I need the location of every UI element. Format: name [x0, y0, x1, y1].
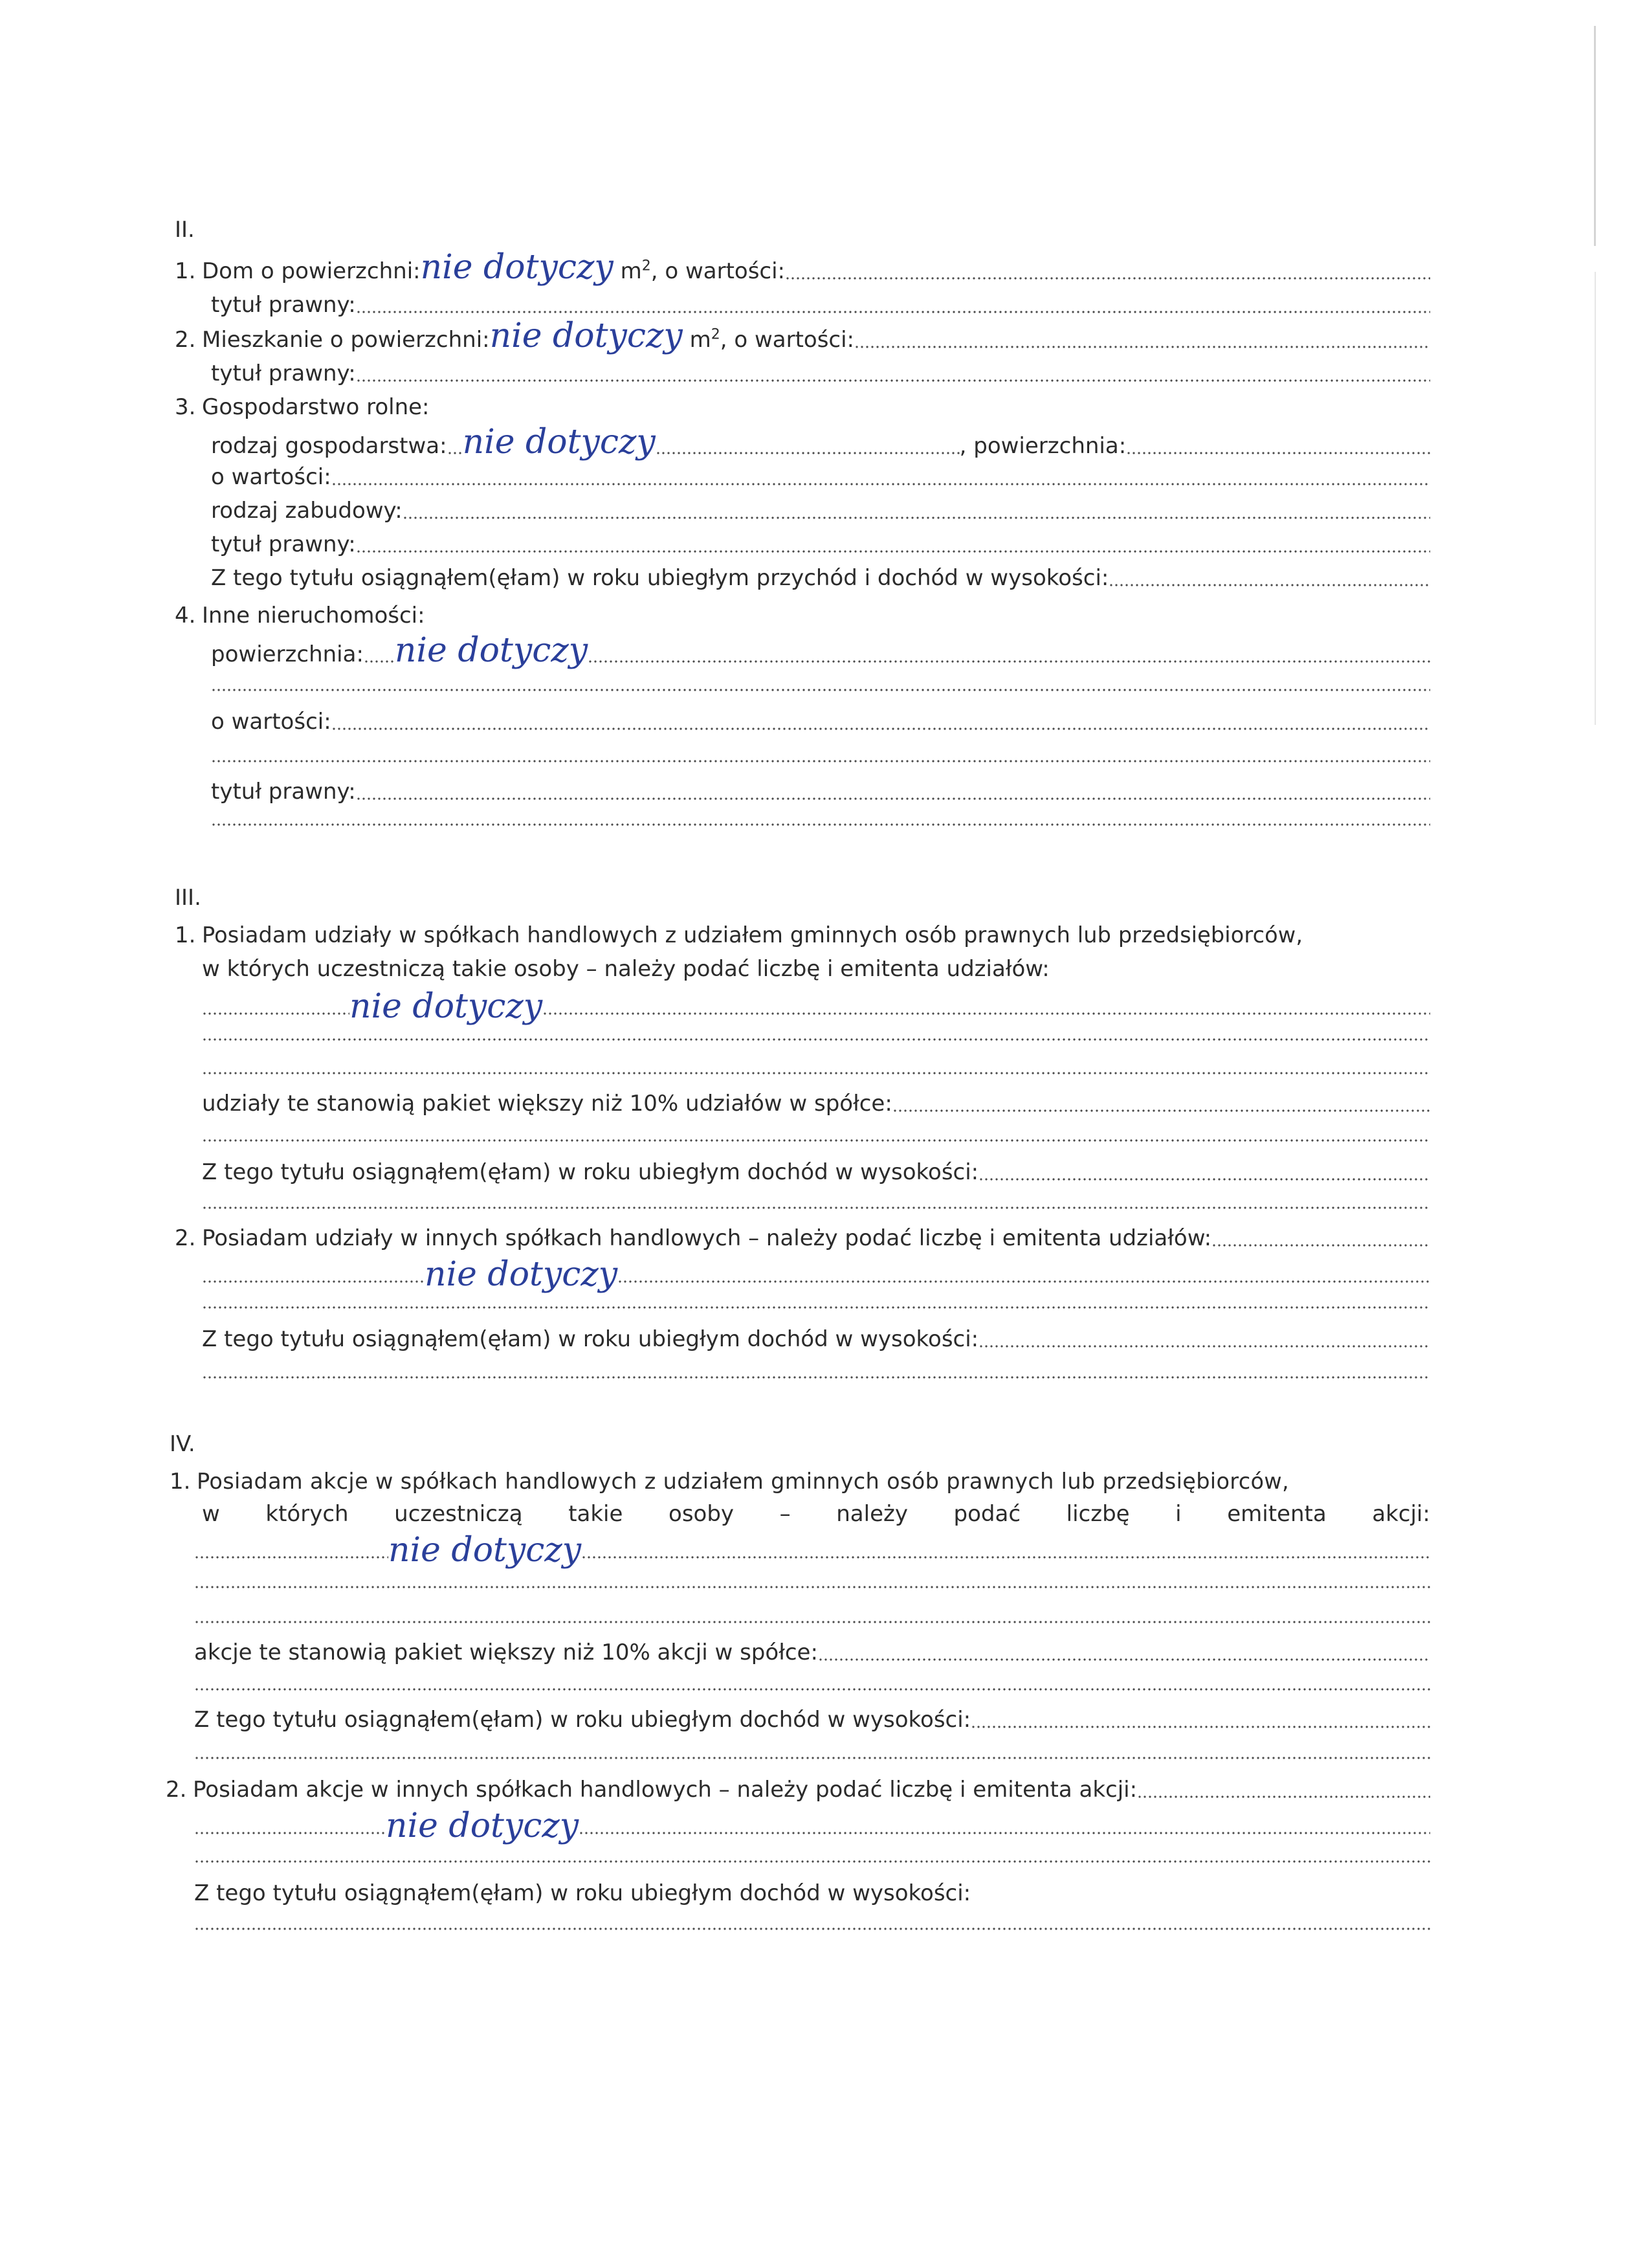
fill-line: [211, 687, 1430, 693]
item-shares-income: [202, 1156, 1430, 1188]
label-value: , o wartości:: [650, 258, 786, 284]
fill-line: [656, 450, 960, 456]
item-stocks-other: [166, 1773, 1430, 1806]
label-unit: [614, 255, 651, 287]
label-value: , o wartości:: [720, 327, 855, 353]
label-legal-title: tytuł prawny:: [211, 779, 356, 805]
section-heading-iv: IV.: [170, 1431, 195, 1457]
item-number: 4.: [175, 603, 196, 628]
item-number: 1.: [175, 922, 196, 948]
item-shares-other-income: [202, 1323, 1430, 1355]
fill-line: [785, 276, 1430, 281]
item-number: 2.: [175, 1225, 196, 1251]
handwritten-answer: nie dotyczy: [489, 317, 683, 355]
scan-edge-shadow: [1594, 26, 1596, 246]
fill-line: [617, 1279, 1430, 1284]
word: liczbę: [1066, 1501, 1130, 1527]
label-income: Z tego tytułu osiągnąłem(ęłam) w roku ubiegłym przychód i dochód w wysokości:: [211, 565, 1109, 591]
item-shares-other: [175, 1222, 1430, 1254]
fill-line: [202, 1138, 1430, 1143]
label-value: o wartości:: [211, 464, 331, 490]
fill-line: [211, 759, 1430, 764]
label-farm: Gospodarstwo rolne:: [202, 394, 430, 420]
label-stocks-other: Posiadam akcje w innych spółkach handlowych – należy podać liczbę i emitenta akcji:: [193, 1777, 1138, 1803]
handwritten-answer: nie dotyczy: [394, 631, 588, 670]
item-stocks-municipal: [170, 1465, 1430, 1498]
label-area: powierzchnia:: [211, 641, 364, 667]
label-other-property: Inne nieruchomości:: [202, 603, 425, 628]
label-value: o wartości:: [211, 709, 331, 735]
item-number: 2.: [175, 327, 196, 353]
fill-line: [331, 726, 1430, 731]
label-buildings: rodzaj zabudowy:: [211, 498, 403, 524]
fill-line: [579, 1830, 1430, 1836]
label-income: Z tego tytułu osiągnąłem(ęłam) w roku ubiegłym dochód w wysokości:: [202, 1326, 979, 1352]
fill-line: [818, 1657, 1430, 1662]
fill-line: [356, 309, 1430, 315]
fill-line: [447, 450, 463, 456]
fill-line: [364, 659, 395, 664]
fill-line: [1137, 1794, 1430, 1799]
label-legal-title: tytuł prawny:: [211, 531, 356, 557]
label-income: Z tego tytułu osiągnąłem(ęłam) w roku ubiegłym dochód w wysokości:: [202, 1159, 979, 1185]
item-number: 2.: [166, 1777, 187, 1803]
unit-m: m: [613, 258, 642, 284]
item-house-title: [211, 289, 1430, 321]
fill-line: [202, 1037, 1430, 1042]
fill-line: [892, 1108, 1430, 1113]
word: należy: [836, 1501, 908, 1527]
fill-line: [202, 1305, 1430, 1310]
item-stocks-package: [194, 1636, 1430, 1669]
label-farm-type: rodzaj gospodarstwa:: [211, 433, 447, 459]
fill-line: [194, 1584, 1430, 1590]
fill-line: [202, 1011, 349, 1016]
item-number: 1.: [170, 1469, 191, 1495]
fill-line: [1109, 583, 1430, 588]
answer-stocks-other: [194, 1807, 1430, 1845]
label-income: Z tego tytułu osiągnąłem(ęłam) w roku ubiegłym dochód w wysokości:: [194, 1707, 971, 1733]
label-farm-area: , powierzchnia:: [959, 433, 1127, 459]
word: emitenta: [1227, 1501, 1327, 1527]
item-house-area: [175, 248, 1430, 287]
section-heading-ii: II.: [175, 217, 195, 243]
label-shares-package: udziały te stanowią pakiet większy niż 10% udziałów w spółce:: [202, 1091, 892, 1117]
word: w: [202, 1501, 220, 1527]
fill-line: [202, 1375, 1430, 1380]
fill-line: [356, 549, 1430, 554]
fill-line: [971, 1724, 1430, 1729]
item-stocks-income: [194, 1704, 1430, 1736]
fill-line: [542, 1011, 1430, 1016]
fill-line: [356, 796, 1430, 801]
fill-line: [356, 378, 1430, 383]
item-farm-buildings: [211, 495, 1430, 527]
fill-line: [194, 1555, 388, 1560]
word: takie: [568, 1501, 623, 1527]
answer-stocks-municipal: [194, 1531, 1430, 1570]
section-heading-iii: III.: [175, 885, 201, 911]
item-farm: [175, 391, 1430, 423]
label-shares-municipal: Posiadam udziały w spółkach handlowych z udziałem gminnych osób prawnych lub przedsiębiorców,: [202, 922, 1303, 948]
fill-line: [211, 822, 1430, 827]
label-apartment-area: Mieszkanie o powierzchni:: [202, 327, 490, 353]
item-other-area: [211, 631, 1430, 671]
fill-line: [194, 1926, 1430, 1931]
fill-line: [1211, 1243, 1430, 1248]
handwritten-answer: nie dotyczy: [388, 1531, 582, 1570]
fill-line: [403, 515, 1430, 520]
item-other-property: [175, 599, 1430, 632]
item-farm-type: [211, 423, 1430, 462]
word: których: [265, 1501, 349, 1527]
fill-line: [194, 1619, 1430, 1625]
fill-line: [978, 1344, 1430, 1349]
item-farm-title: [211, 528, 1430, 561]
label-shares-other: Posiadam udziały w innych spółkach handlowych – należy podać liczbę i emitenta udziałów:: [202, 1225, 1212, 1251]
answer-shares-municipal: [202, 987, 1430, 1026]
fill-line: [331, 482, 1430, 487]
item-farm-value: [211, 461, 1430, 493]
item-stocks-other-income: [194, 1877, 1430, 1909]
handwritten-answer: nie dotyczy: [386, 1807, 579, 1845]
handwritten-answer: nie dotyczy: [349, 987, 543, 1026]
unit-superscript: 2: [711, 326, 720, 343]
fill-line: [588, 659, 1430, 664]
word: akcji:: [1372, 1501, 1430, 1527]
label-stocks-package: akcje te stanowią pakiet większy niż 10% akcji w spółce:: [194, 1640, 818, 1665]
item-apartment-area: [175, 317, 1430, 356]
fill-line: [202, 1205, 1430, 1210]
fill-line: [202, 1279, 425, 1284]
item-shares-municipal-cont: [202, 953, 1430, 985]
label-income: Z tego tytułu osiągnąłem(ęłam) w roku ubiegłym dochód w wysokości:: [194, 1880, 971, 1906]
word: i: [1175, 1501, 1182, 1527]
item-other-title: [211, 775, 1430, 808]
scan-edge-shadow: [1595, 272, 1596, 725]
fill-line: [978, 1177, 1430, 1182]
word: podać: [953, 1501, 1021, 1527]
label-house-area: Dom o powierzchni:: [202, 258, 421, 284]
word: –: [779, 1501, 791, 1527]
fill-line: [854, 344, 1430, 350]
item-stocks-municipal-cont: [202, 1498, 1430, 1530]
fill-line: [194, 1859, 1430, 1864]
fill-line: [581, 1555, 1430, 1560]
fill-line: [1126, 450, 1430, 456]
handwritten-answer: nie dotyczy: [425, 1255, 618, 1294]
fill-line: [194, 1830, 386, 1836]
label-unit: [683, 324, 720, 356]
fill-line: [202, 1071, 1430, 1076]
word: uczestniczą: [394, 1501, 523, 1527]
unit-superscript: 2: [641, 258, 651, 274]
answer-shares-other: [202, 1255, 1430, 1294]
fill-line: [194, 1687, 1430, 1692]
handwritten-answer: nie dotyczy: [462, 423, 656, 461]
item-other-value: [211, 706, 1430, 738]
label-legal-title: tytuł prawny:: [211, 292, 356, 318]
label-legal-title: tytuł prawny:: [211, 361, 356, 386]
label-shares-count: w których uczestniczą takie osoby – należy podać liczbę i emitenta udziałów:: [202, 956, 1050, 982]
unit-m: m: [682, 327, 711, 353]
item-farm-income: [211, 562, 1430, 594]
item-shares-municipal: [175, 919, 1430, 951]
fill-line: [194, 1755, 1430, 1761]
handwritten-answer: nie dotyczy: [420, 248, 614, 287]
item-shares-package: [202, 1087, 1430, 1120]
item-apartment-title: [211, 357, 1430, 390]
label-stocks-municipal: Posiadam akcje w spółkach handlowych z udziałem gminnych osób prawnych lub przedsiębiorców,: [197, 1469, 1290, 1494]
item-number: 1.: [175, 258, 196, 284]
word: osoby: [669, 1501, 735, 1527]
item-number: 3.: [175, 394, 196, 420]
